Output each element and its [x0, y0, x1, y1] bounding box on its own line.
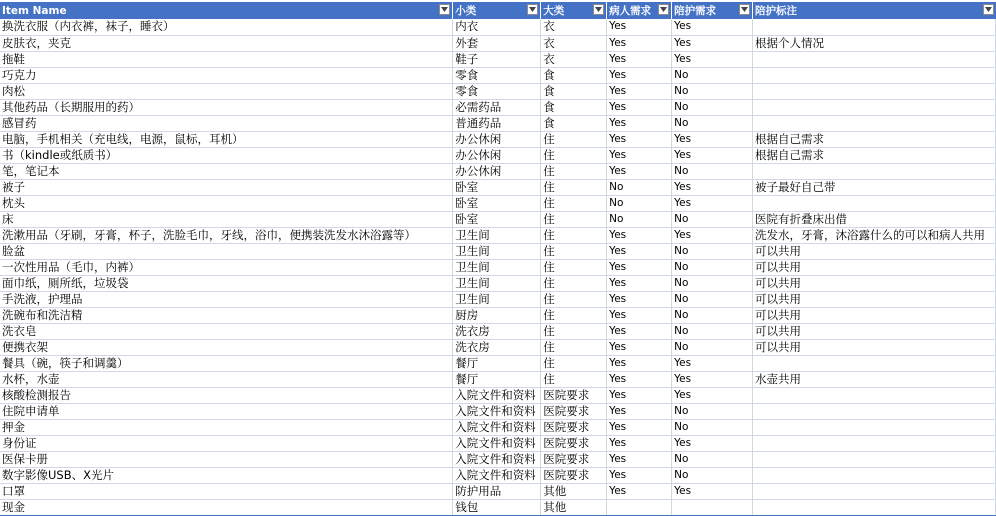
- cell-caregiver-need[interactable]: No: [672, 451, 753, 467]
- cell-patient-need[interactable]: Yes: [607, 259, 672, 275]
- cell-category[interactable]: 医院要求: [541, 467, 607, 483]
- cell-caregiver-note[interactable]: 医院有折叠床出借: [753, 211, 996, 227]
- cell-item-name[interactable]: 拖鞋: [0, 51, 453, 67]
- cell-subcategory[interactable]: 办公休闲: [453, 163, 541, 179]
- cell-caregiver-need[interactable]: Yes: [672, 147, 753, 163]
- cell-caregiver-need[interactable]: Yes: [672, 355, 753, 371]
- header-caregiver-need[interactable]: [672, 2, 753, 19]
- table-row: [0, 419, 996, 435]
- cell-caregiver-need[interactable]: Yes: [672, 131, 753, 147]
- cell-category[interactable]: 住: [541, 131, 607, 147]
- cell-caregiver-need[interactable]: No: [672, 67, 753, 83]
- cell-item-name[interactable]: 感冒药: [0, 115, 453, 131]
- cell-patient-need[interactable]: Yes: [607, 451, 672, 467]
- cell-caregiver-note[interactable]: 可以共用: [753, 323, 996, 339]
- cell-caregiver-need[interactable]: No: [672, 163, 753, 179]
- cell-caregiver-need[interactable]: No: [672, 259, 753, 275]
- cell-patient-need[interactable]: [607, 499, 672, 515]
- cell-caregiver-note[interactable]: [753, 163, 996, 179]
- cell-category[interactable]: 衣: [541, 19, 607, 35]
- header-label: 小类: [455, 5, 477, 17]
- cell-category[interactable]: 住: [541, 243, 607, 259]
- cell-subcategory[interactable]: 入院文件和资料: [453, 451, 541, 467]
- cell-item-name[interactable]: 现金: [0, 499, 453, 515]
- cell-subcategory[interactable]: 卧室: [453, 211, 541, 227]
- cell-category[interactable]: 住: [541, 307, 607, 323]
- cell-item-name[interactable]: 书（kindle或纸质书）: [0, 147, 453, 163]
- table-row: [0, 291, 996, 307]
- cell-caregiver-note[interactable]: [753, 435, 996, 451]
- cell-caregiver-note[interactable]: [753, 467, 996, 483]
- cell-category[interactable]: 住: [541, 163, 607, 179]
- cell-subcategory[interactable]: 卧室: [453, 179, 541, 195]
- table-row: [0, 99, 996, 115]
- cell-caregiver-note[interactable]: [753, 419, 996, 435]
- cell-caregiver-note[interactable]: 可以共用: [753, 291, 996, 307]
- table-row: [0, 83, 996, 99]
- cell-subcategory[interactable]: 厨房: [453, 307, 541, 323]
- cell-patient-need[interactable]: Yes: [607, 163, 672, 179]
- cell-item-name[interactable]: 洗衣皂: [0, 323, 453, 339]
- cell-patient-need[interactable]: Yes: [607, 243, 672, 259]
- cell-caregiver-need[interactable]: Yes: [672, 19, 753, 35]
- cell-caregiver-note[interactable]: 可以共用: [753, 259, 996, 275]
- cell-patient-need[interactable]: Yes: [607, 99, 672, 115]
- cell-item-name[interactable]: 水杯，水壶: [0, 371, 453, 387]
- cell-item-name[interactable]: 一次性用品（毛巾，内裤）: [0, 259, 453, 275]
- table-row: [0, 51, 996, 67]
- cell-caregiver-note[interactable]: 可以共用: [753, 339, 996, 355]
- table-row: [0, 371, 996, 387]
- cell-category[interactable]: 医院要求: [541, 403, 607, 419]
- header-label: Item Name: [2, 4, 67, 17]
- cell-item-name[interactable]: 便携衣架: [0, 339, 453, 355]
- cell-caregiver-note[interactable]: 水壶共用: [753, 371, 996, 387]
- cell-subcategory[interactable]: 普通药品: [453, 115, 541, 131]
- cell-patient-need[interactable]: Yes: [607, 419, 672, 435]
- cell-subcategory[interactable]: 防护用品: [453, 483, 541, 499]
- cell-category[interactable]: 住: [541, 339, 607, 355]
- cell-category[interactable]: 医院要求: [541, 435, 607, 451]
- cell-caregiver-need[interactable]: No: [672, 339, 753, 355]
- cell-subcategory[interactable]: 餐厅: [453, 355, 541, 371]
- cell-subcategory[interactable]: 入院文件和资料: [453, 467, 541, 483]
- cell-caregiver-note[interactable]: [753, 403, 996, 419]
- table-row: [0, 227, 996, 243]
- cell-item-name[interactable]: 电脑，手机相关（充电线，电源，鼠标，耳机）: [0, 131, 453, 147]
- cell-category[interactable]: 医院要求: [541, 387, 607, 403]
- cell-subcategory[interactable]: 办公休闲: [453, 131, 541, 147]
- cell-caregiver-need[interactable]: No: [672, 243, 753, 259]
- header-label: 病人需求: [609, 5, 652, 17]
- cell-patient-need[interactable]: Yes: [607, 275, 672, 291]
- cell-subcategory[interactable]: 餐厅: [453, 371, 541, 387]
- table-row: [0, 355, 996, 371]
- cell-category[interactable]: 医院要求: [541, 419, 607, 435]
- table-row: [0, 115, 996, 131]
- cell-patient-need[interactable]: No: [607, 211, 672, 227]
- cell-subcategory[interactable]: 零食: [453, 83, 541, 99]
- cell-patient-need[interactable]: Yes: [607, 67, 672, 83]
- cell-subcategory[interactable]: 卫生间: [453, 259, 541, 275]
- table-row: [0, 259, 996, 275]
- header-subcategory[interactable]: [453, 2, 541, 19]
- cell-caregiver-need[interactable]: No: [672, 211, 753, 227]
- cell-caregiver-need[interactable]: No: [672, 419, 753, 435]
- cell-patient-need[interactable]: Yes: [607, 371, 672, 387]
- cell-caregiver-note[interactable]: [753, 483, 996, 499]
- cell-patient-need[interactable]: Yes: [607, 435, 672, 451]
- cell-category[interactable]: 住: [541, 275, 607, 291]
- filter-dropdown-icon[interactable]: [739, 4, 750, 15]
- cell-caregiver-note[interactable]: 可以共用: [753, 275, 996, 291]
- table-row: [0, 323, 996, 339]
- cell-item-name[interactable]: 核酸检测报告: [0, 387, 453, 403]
- cell-patient-need[interactable]: Yes: [607, 291, 672, 307]
- table-row: [0, 467, 996, 483]
- cell-caregiver-need[interactable]: Yes: [672, 227, 753, 243]
- cell-subcategory[interactable]: 卫生间: [453, 291, 541, 307]
- table-row: [0, 179, 996, 195]
- cell-category[interactable]: 食: [541, 99, 607, 115]
- cell-category[interactable]: 衣: [541, 51, 607, 67]
- header-patient-need[interactable]: [607, 2, 672, 19]
- cell-caregiver-note[interactable]: [753, 195, 996, 211]
- cell-subcategory[interactable]: 内衣: [453, 19, 541, 35]
- cell-subcategory[interactable]: 必需药品: [453, 99, 541, 115]
- cell-category[interactable]: 食: [541, 115, 607, 131]
- cell-item-name[interactable]: 皮肤衣，夹克: [0, 35, 453, 51]
- cell-patient-need[interactable]: Yes: [607, 307, 672, 323]
- cell-caregiver-need[interactable]: No: [672, 83, 753, 99]
- table-row: [0, 35, 996, 51]
- table-row: [0, 307, 996, 323]
- cell-subcategory[interactable]: 入院文件和资料: [453, 419, 541, 435]
- table-row: [0, 195, 996, 211]
- header-label: 陪护标注: [755, 5, 798, 17]
- cell-caregiver-note[interactable]: [753, 387, 996, 403]
- cell-patient-need[interactable]: Yes: [607, 35, 672, 51]
- cell-patient-need[interactable]: Yes: [607, 131, 672, 147]
- cell-patient-need[interactable]: Yes: [607, 83, 672, 99]
- cell-category[interactable]: 住: [541, 227, 607, 243]
- filter-dropdown-icon[interactable]: [658, 4, 669, 15]
- cell-category[interactable]: 住: [541, 355, 607, 371]
- cell-item-name[interactable]: 床: [0, 211, 453, 227]
- table-row: [0, 387, 996, 403]
- cell-subcategory[interactable]: 洗衣房: [453, 339, 541, 355]
- cell-subcategory[interactable]: 卫生间: [453, 275, 541, 291]
- cell-category[interactable]: 住: [541, 371, 607, 387]
- cell-patient-need[interactable]: Yes: [607, 51, 672, 67]
- header-row: [0, 2, 996, 19]
- cell-patient-need[interactable]: Yes: [607, 147, 672, 163]
- table-row: [0, 19, 996, 35]
- cell-subcategory[interactable]: 入院文件和资料: [453, 435, 541, 451]
- cell-patient-need[interactable]: Yes: [607, 467, 672, 483]
- cell-item-name[interactable]: 洗漱用品（牙刷，牙膏，杯子，洗脸毛巾，牙线，浴巾，便携装洗发水沐浴露等）: [0, 227, 453, 243]
- cell-caregiver-note[interactable]: [753, 19, 996, 35]
- cell-item-name[interactable]: 面巾纸，厕所纸，垃圾袋: [0, 275, 453, 291]
- header-caregiver-note[interactable]: [753, 2, 996, 19]
- cell-patient-need[interactable]: Yes: [607, 115, 672, 131]
- cell-caregiver-note[interactable]: 根据自己需求: [753, 131, 996, 147]
- cell-subcategory[interactable]: 钱包: [453, 499, 541, 515]
- cell-item-name[interactable]: 巧克力: [0, 67, 453, 83]
- cell-caregiver-need[interactable]: Yes: [672, 195, 753, 211]
- table-row: [0, 147, 996, 163]
- cell-caregiver-need[interactable]: Yes: [672, 387, 753, 403]
- cell-patient-need[interactable]: No: [607, 195, 672, 211]
- cell-caregiver-note[interactable]: [753, 83, 996, 99]
- table-row: [0, 243, 996, 259]
- cell-category[interactable]: 食: [541, 83, 607, 99]
- filter-dropdown-icon[interactable]: [983, 4, 994, 15]
- table-row: [0, 339, 996, 355]
- cell-subcategory[interactable]: 鞋子: [453, 51, 541, 67]
- table-row: [0, 435, 996, 451]
- cell-item-name[interactable]: 押金: [0, 419, 453, 435]
- cell-patient-need[interactable]: Yes: [607, 483, 672, 499]
- cell-item-name[interactable]: 餐具（碗，筷子和调羹）: [0, 355, 453, 371]
- header-category[interactable]: [541, 2, 607, 19]
- cell-category[interactable]: 食: [541, 67, 607, 83]
- filter-dropdown-icon[interactable]: [527, 4, 538, 15]
- cell-patient-need[interactable]: Yes: [607, 403, 672, 419]
- cell-item-name[interactable]: 洗碗布和洗洁精: [0, 307, 453, 323]
- cell-caregiver-need[interactable]: Yes: [672, 435, 753, 451]
- cell-subcategory[interactable]: 外套: [453, 35, 541, 51]
- cell-subcategory[interactable]: 洗衣房: [453, 323, 541, 339]
- cell-category[interactable]: 住: [541, 147, 607, 163]
- cell-caregiver-need[interactable]: No: [672, 323, 753, 339]
- cell-item-name[interactable]: 口罩: [0, 483, 453, 499]
- cell-item-name[interactable]: 身份证: [0, 435, 453, 451]
- cell-category[interactable]: 住: [541, 259, 607, 275]
- cell-caregiver-need[interactable]: [672, 499, 753, 515]
- cell-item-name[interactable]: 住院申请单: [0, 403, 453, 419]
- header-item-name[interactable]: [0, 2, 453, 19]
- cell-caregiver-need[interactable]: No: [672, 291, 753, 307]
- cell-patient-need[interactable]: Yes: [607, 355, 672, 371]
- table-row: [0, 67, 996, 83]
- cell-caregiver-need[interactable]: Yes: [672, 371, 753, 387]
- cell-subcategory[interactable]: 零食: [453, 67, 541, 83]
- table-row: [0, 163, 996, 179]
- cell-caregiver-note[interactable]: 可以共用: [753, 243, 996, 259]
- cell-category[interactable]: 住: [541, 291, 607, 307]
- packing-list-table: [0, 2, 996, 516]
- cell-caregiver-note[interactable]: 可以共用: [753, 307, 996, 323]
- cell-category[interactable]: 住: [541, 195, 607, 211]
- cell-subcategory[interactable]: 卧室: [453, 195, 541, 211]
- header-label: 大类: [543, 5, 565, 17]
- table-row: [0, 275, 996, 291]
- cell-item-name[interactable]: 数字影像USB、X光片: [0, 467, 453, 483]
- cell-category[interactable]: 其他: [541, 483, 607, 499]
- cell-category[interactable]: 住: [541, 323, 607, 339]
- cell-item-name[interactable]: 被子: [0, 179, 453, 195]
- table-row: [0, 131, 996, 147]
- cell-category[interactable]: 医院要求: [541, 451, 607, 467]
- filter-dropdown-icon[interactable]: [439, 4, 450, 15]
- cell-item-name[interactable]: 枕头: [0, 195, 453, 211]
- cell-caregiver-need[interactable]: No: [672, 467, 753, 483]
- cell-patient-need[interactable]: Yes: [607, 339, 672, 355]
- cell-item-name[interactable]: 换洗衣服（内衣裤，袜子，睡衣）: [0, 19, 453, 35]
- header-label: 陪护需求: [674, 5, 717, 17]
- cell-caregiver-need[interactable]: Yes: [672, 483, 753, 499]
- filter-dropdown-icon[interactable]: [593, 4, 604, 15]
- cell-patient-need[interactable]: Yes: [607, 227, 672, 243]
- cell-caregiver-note[interactable]: [753, 451, 996, 467]
- cell-caregiver-need[interactable]: Yes: [672, 51, 753, 67]
- cell-category[interactable]: 其他: [541, 499, 607, 515]
- cell-caregiver-note[interactable]: 被子最好自己带: [753, 179, 996, 195]
- cell-item-name[interactable]: 医保卡册: [0, 451, 453, 467]
- cell-caregiver-need[interactable]: No: [672, 99, 753, 115]
- cell-caregiver-note[interactable]: [753, 115, 996, 131]
- cell-category[interactable]: 衣: [541, 35, 607, 51]
- table-row: [0, 403, 996, 419]
- table-row: [0, 211, 996, 227]
- cell-subcategory[interactable]: 办公休闲: [453, 147, 541, 163]
- table-row: [0, 451, 996, 467]
- cell-caregiver-need[interactable]: No: [672, 115, 753, 131]
- cell-subcategory[interactable]: 入院文件和资料: [453, 403, 541, 419]
- cell-caregiver-need[interactable]: No: [672, 307, 753, 323]
- cell-caregiver-need[interactable]: No: [672, 403, 753, 419]
- cell-patient-need[interactable]: Yes: [607, 387, 672, 403]
- cell-caregiver-note[interactable]: [753, 51, 996, 67]
- cell-item-name[interactable]: 其他药品（长期服用的药）: [0, 99, 453, 115]
- cell-subcategory[interactable]: 卫生间: [453, 243, 541, 259]
- cell-patient-need[interactable]: Yes: [607, 19, 672, 35]
- cell-item-name[interactable]: 手洗液，护理品: [0, 291, 453, 307]
- cell-item-name[interactable]: 脸盆: [0, 243, 453, 259]
- cell-subcategory[interactable]: 卫生间: [453, 227, 541, 243]
- cell-patient-need[interactable]: No: [607, 179, 672, 195]
- cell-caregiver-note[interactable]: [753, 67, 996, 83]
- cell-patient-need[interactable]: Yes: [607, 323, 672, 339]
- cell-category[interactable]: 住: [541, 211, 607, 227]
- table-row: [0, 483, 996, 499]
- cell-caregiver-note[interactable]: 根据个人情况: [753, 35, 996, 51]
- cell-caregiver-need[interactable]: Yes: [672, 35, 753, 51]
- cell-item-name[interactable]: 肉松: [0, 83, 453, 99]
- table-body: [0, 19, 996, 515]
- cell-caregiver-note[interactable]: [753, 99, 996, 115]
- cell-caregiver-need[interactable]: Yes: [672, 179, 753, 195]
- table-row: [0, 499, 996, 515]
- cell-caregiver-note[interactable]: [753, 499, 996, 515]
- cell-item-name[interactable]: 笔，笔记本: [0, 163, 453, 179]
- cell-caregiver-note[interactable]: 洗发水，牙膏，沐浴露什么的可以和病人共用: [753, 227, 996, 243]
- cell-caregiver-note[interactable]: 根据自己需求: [753, 147, 996, 163]
- cell-category[interactable]: 住: [541, 179, 607, 195]
- cell-caregiver-need[interactable]: No: [672, 275, 753, 291]
- cell-caregiver-note[interactable]: [753, 355, 996, 371]
- cell-subcategory[interactable]: 入院文件和资料: [453, 387, 541, 403]
